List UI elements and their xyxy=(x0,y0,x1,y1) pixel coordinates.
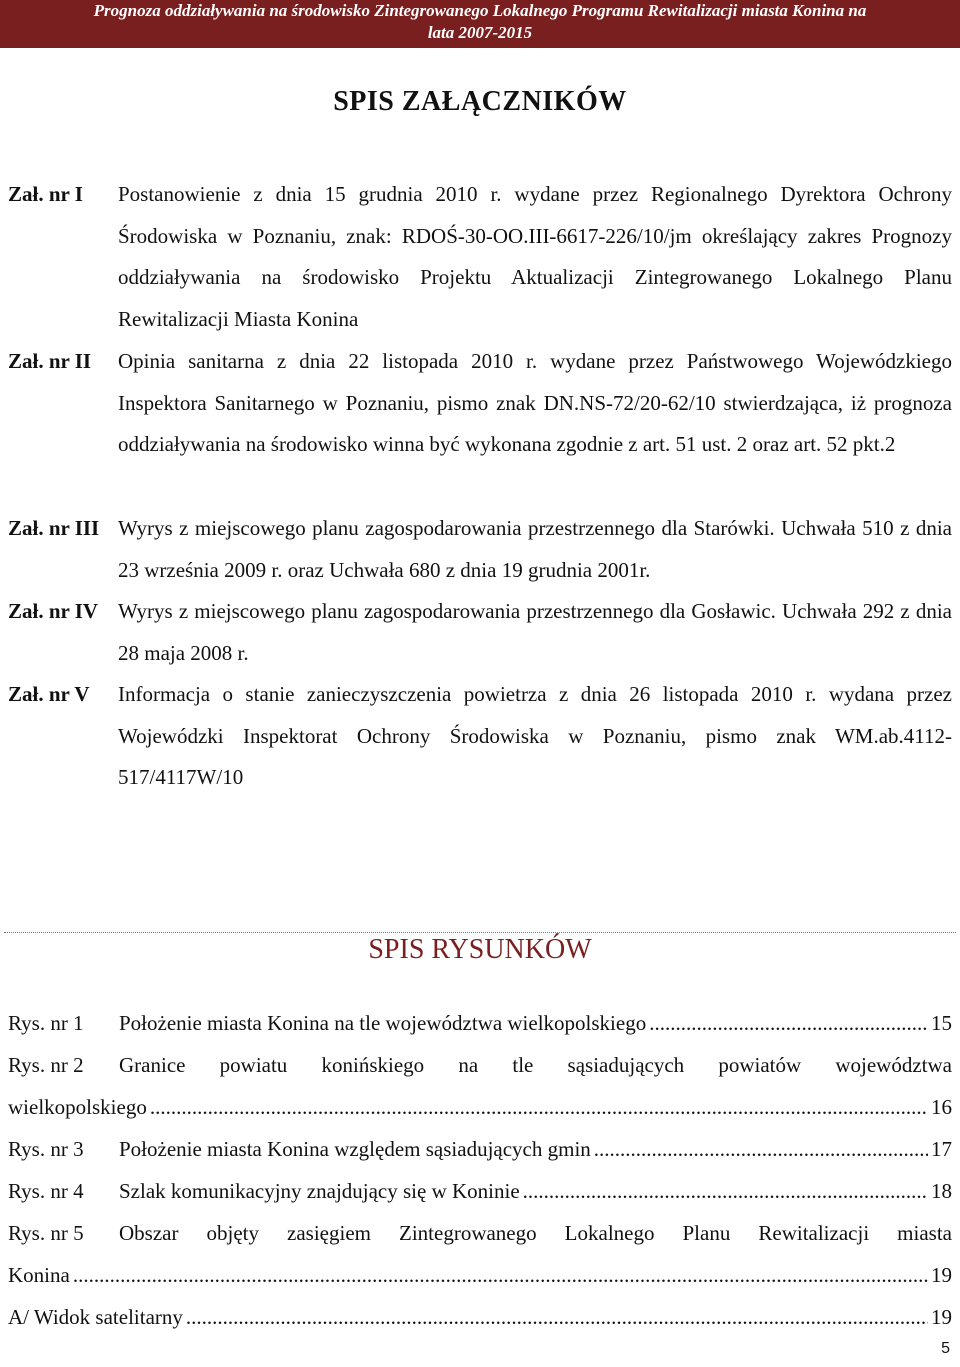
figures-list xyxy=(8,1002,952,1338)
figure-entry[interactable] xyxy=(8,1002,952,1044)
leader-dots xyxy=(594,1128,928,1170)
attachment-text: Wyrys z miejscowego planu zagospodarowania przestrzennego dla Gosławic. Uchwała 292 z dnia 28 maja 2008 r. xyxy=(118,599,952,665)
figure-entry-continuation[interactable] xyxy=(8,1086,952,1128)
section-divider xyxy=(4,932,956,933)
header-line-1: Prognoza oddziaływania na środowisko Zintegrowanego Lokalnego Programu Rewitalizacji miasta Konina na xyxy=(93,1,867,20)
leader-dots xyxy=(150,1086,928,1128)
attachment-item xyxy=(8,341,952,466)
leader-dots xyxy=(523,1170,928,1212)
attachments-title: SPIS ZAŁĄCZNIKÓW xyxy=(333,86,627,117)
attachment-label: Zał. nr I xyxy=(8,182,83,206)
attachment-item xyxy=(8,591,952,674)
figures-title: SPIS RYSUNKÓW xyxy=(368,934,592,965)
figure-entry[interactable] xyxy=(8,1044,952,1086)
attachment-item xyxy=(8,508,952,591)
attachment-item xyxy=(8,674,952,799)
figure-title-line: Granice powiatu konińskiego na tle sąsiadujących powiatów województwa xyxy=(119,1053,952,1077)
figure-entry[interactable] xyxy=(8,1170,952,1212)
leader-dots xyxy=(73,1254,928,1296)
figure-page: 19 xyxy=(931,1305,952,1329)
leader-dots xyxy=(649,1002,928,1044)
figure-label: Rys. nr 3 xyxy=(8,1137,84,1161)
page-number: 5 xyxy=(941,1340,950,1357)
figure-title: Położenie miasta Konina względem sąsiadujących gmin xyxy=(119,1137,591,1161)
figure-page: 18 xyxy=(931,1179,952,1203)
figure-page: 19 xyxy=(931,1263,952,1287)
figure-page: 15 xyxy=(931,1011,952,1035)
figure-label: Rys. nr 5 xyxy=(8,1221,84,1245)
document-header xyxy=(0,0,960,48)
figure-entry[interactable] xyxy=(8,1212,952,1254)
figure-title: A/ Widok satelitarny xyxy=(8,1305,183,1329)
figure-title: wielkopolskiego xyxy=(8,1095,147,1119)
attachment-text: Opinia sanitarna z dnia 22 listopada 2010 r. wydane przez Państwowego Wojewódzkiego Inspektora Sanitarnego w Poznaniu, pismo znak DN.NS-72/20-62/10 stwierdzająca, iż prognoza oddziaływania na środowisko winna być wykonana zgodnie z art. 51 ust. 2 oraz art. 52 pkt.2 xyxy=(118,349,952,456)
figure-entry-continuation[interactable] xyxy=(8,1254,952,1296)
figure-title: Konina xyxy=(8,1263,70,1287)
attachment-item xyxy=(8,174,952,340)
attachment-text: Wyrys z miejscowego planu zagospodarowania przestrzennego dla Starówki. Uchwała 510 z dnia 23 września 2009 r. oraz Uchwała 680 z dnia 19 grudnia 2001r. xyxy=(118,516,952,582)
leader-dots xyxy=(186,1296,928,1338)
figure-title: Położenie miasta Konina na tle województwa wielkopolskiego xyxy=(119,1011,647,1035)
attachment-label: Zał. nr V xyxy=(8,682,90,706)
figure-label: Rys. nr 4 xyxy=(8,1179,84,1203)
figure-title-line: Obszar objęty zasięgiem Zintegrowanego Lokalnego Planu Rewitalizacji miasta xyxy=(119,1221,952,1245)
figure-title: Szlak komunikacyjny znajdujący się w Koninie xyxy=(119,1179,520,1203)
figure-entry[interactable] xyxy=(8,1296,952,1338)
figure-label: Rys. nr 1 xyxy=(8,1011,84,1035)
figure-page: 17 xyxy=(931,1137,952,1161)
figure-label: Rys. nr 2 xyxy=(8,1053,84,1077)
attachment-label: Zał. nr II xyxy=(8,349,92,373)
header-line-2: lata 2007-2015 xyxy=(427,23,533,42)
figure-page: 16 xyxy=(931,1095,952,1119)
attachment-text: Postanowienie z dnia 15 grudnia 2010 r. wydane przez Regionalnego Dyrektora Ochrony Środowiska w Poznaniu, znak: RDOŚ-30-OO.III-6617-226/10/jm określający zakres Prognozy oddziaływania na środowisko Projektu Aktualizacji Zintegrowanego Lokalnego Planu Rewitalizacji Miasta Konina xyxy=(118,182,952,331)
attachment-label: Zał. nr IV xyxy=(8,599,99,623)
attachment-label: Zał. nr III xyxy=(8,516,100,540)
attachment-text: Informacja o stanie zanieczyszczenia powietrza z dnia 26 listopada 2010 r. wydana przez Wojewódzki Inspektorat Ochrony Środowiska w Poznaniu, pismo znak WM.ab.4112-517/4117W/10 xyxy=(118,682,952,789)
figure-entry[interactable] xyxy=(8,1128,952,1170)
